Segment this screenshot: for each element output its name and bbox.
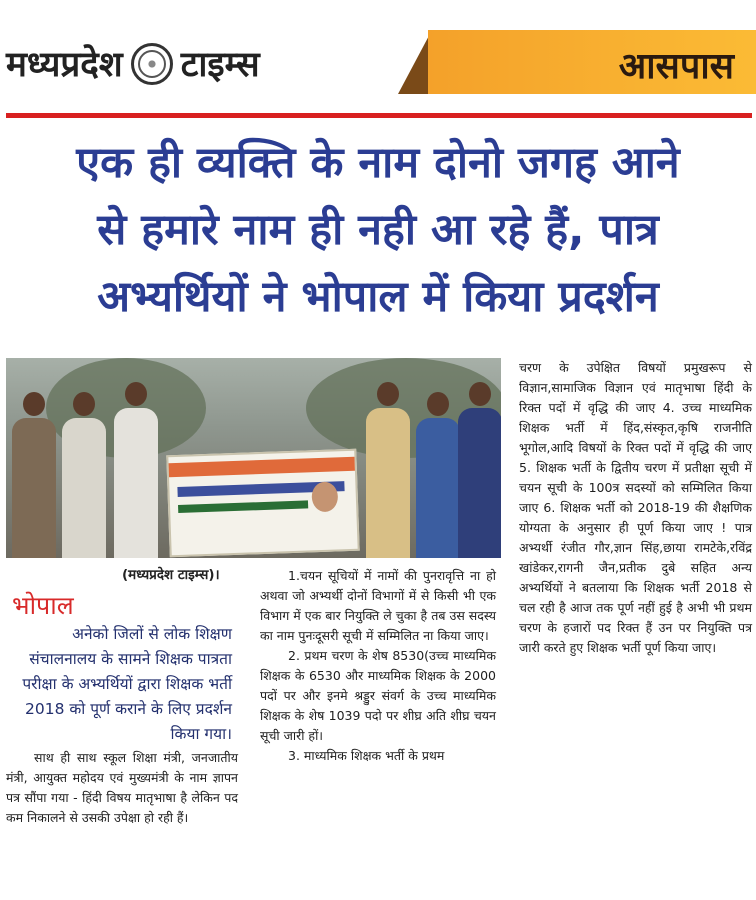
headline-line-2: से हमारे नाम ही नही आ रहे हैं, पात्र	[97, 205, 659, 255]
headline-line-3: अभ्यर्थियों ने भोपाल में किया प्रदर्शन	[97, 272, 659, 322]
intro-paragraph: अनेको जिलों से लोक शिक्षण संचालनालय के सामने शिक्षक पात्रता परीक्षा के अभ्यर्थियों द्वारा शिक्षक भर्ती 2018 को पूर्ण कराने के लिए प्रदर्शन किया गया।	[22, 625, 232, 743]
demand-3-start: 3. माध्यमिक शिक्षक भर्ती के प्रथम	[288, 748, 445, 763]
red-divider	[6, 113, 752, 118]
section-label: आसपास	[618, 46, 734, 87]
article-column-2	[260, 566, 496, 766]
dateline: भोपाल	[12, 591, 74, 620]
headline	[8, 130, 748, 331]
seal-icon	[131, 43, 173, 85]
headline-line-1: एक ही व्यक्ति के नाम दोनो जगह आने	[76, 138, 680, 188]
masthead	[0, 0, 756, 112]
section-band	[398, 30, 756, 94]
logo-text-left: मध्यप्रदेश	[6, 45, 123, 85]
photo-caption: (मध्यप्रदेश टाइम्स)।	[122, 567, 220, 583]
logo-text-right: टाइम्स	[180, 45, 260, 85]
column-1-paragraph: साथ ही साथ स्कूल शिक्षा मंत्री, जनजातीय मंत्री, आयुक्त महोदय एवं मुख्यमंत्री के नाम ज्ञापन पत्र सौंपा गया - हिंदी विषय मातृभाषा है लेकिन पद कम निकालने से उसकी उपेक्षा हो रही हैं।	[6, 750, 238, 825]
protest-banner	[166, 449, 359, 558]
demand-1: 1.चयन सूचियों में नामों की पुनरावृत्ति ना हो अथवा जो अभ्यर्थी दोनों विभागों में से किसी भी एक विभाग में एक बार नियुक्ति ले चुका है तब उस सदस्य का नाम पुनःदूसरी सूची में सम्मिलित ना किया जाए।	[260, 568, 496, 643]
protest-photo	[6, 358, 501, 558]
demand-2: 2. प्रथम चरण के शेष 8530(उच्च माध्यमिक शिक्षक के 6530 और माध्यमिक शिक्षक के 2000 पदों पर और इनमे श्रड्डुर संवर्ग के उच्च माध्यमिक शिक्षक के शेष 1039 पदो पर शीघ्र अति शीघ्र चयन सूची जारी हों।	[260, 648, 496, 743]
newspaper-logo	[6, 40, 260, 87]
article-column-3	[519, 358, 752, 658]
article-column-1	[6, 748, 238, 828]
column-3-paragraph: चरण के उपेक्षित विषयों प्रमुखरूप से विज्ञान,सामाजिक विज्ञान एवं मातृभाषा हिंदी के रिक्त पदों में वृद्धि की जाए 4. उच्च माध्यमिक शिक्षक भर्ती में हिंद,संस्कृत,कृषि राजनीति भूगोल,आदि विषयों के रिक्त पदों में वृद्धि की जाए 5. शिक्षक भर्ती के द्वितीय चरण में प्रतीक्षा सूची में चयन सूची के 100त्र सदस्यों को सम्मिलित किया जाए 6. शिक्षक भर्ती को 2018-19 की शैक्षणिक योग्यता के अनुसार ही पूर्ण किया जाए ! पात्र अभ्यर्थी रंजीत गौर,ज्ञान सिंह,छाया रामटेके,रविंद्र खांडेकर,रागनी जैन,प्रतीक दुबे सहित अन्य अभ्यर्थियों ने बतलाया कि शिक्षक भर्ती 2018 से चल रही है आज तक पूर्ण नहीं हुई है अभी भी प्रथम चरण के हजारों पद रिक्त हैं उन पर नियुक्ति पत्र जारी करते हुए शिक्षक भर्ती पूर्ण किया जाए।	[519, 360, 752, 655]
